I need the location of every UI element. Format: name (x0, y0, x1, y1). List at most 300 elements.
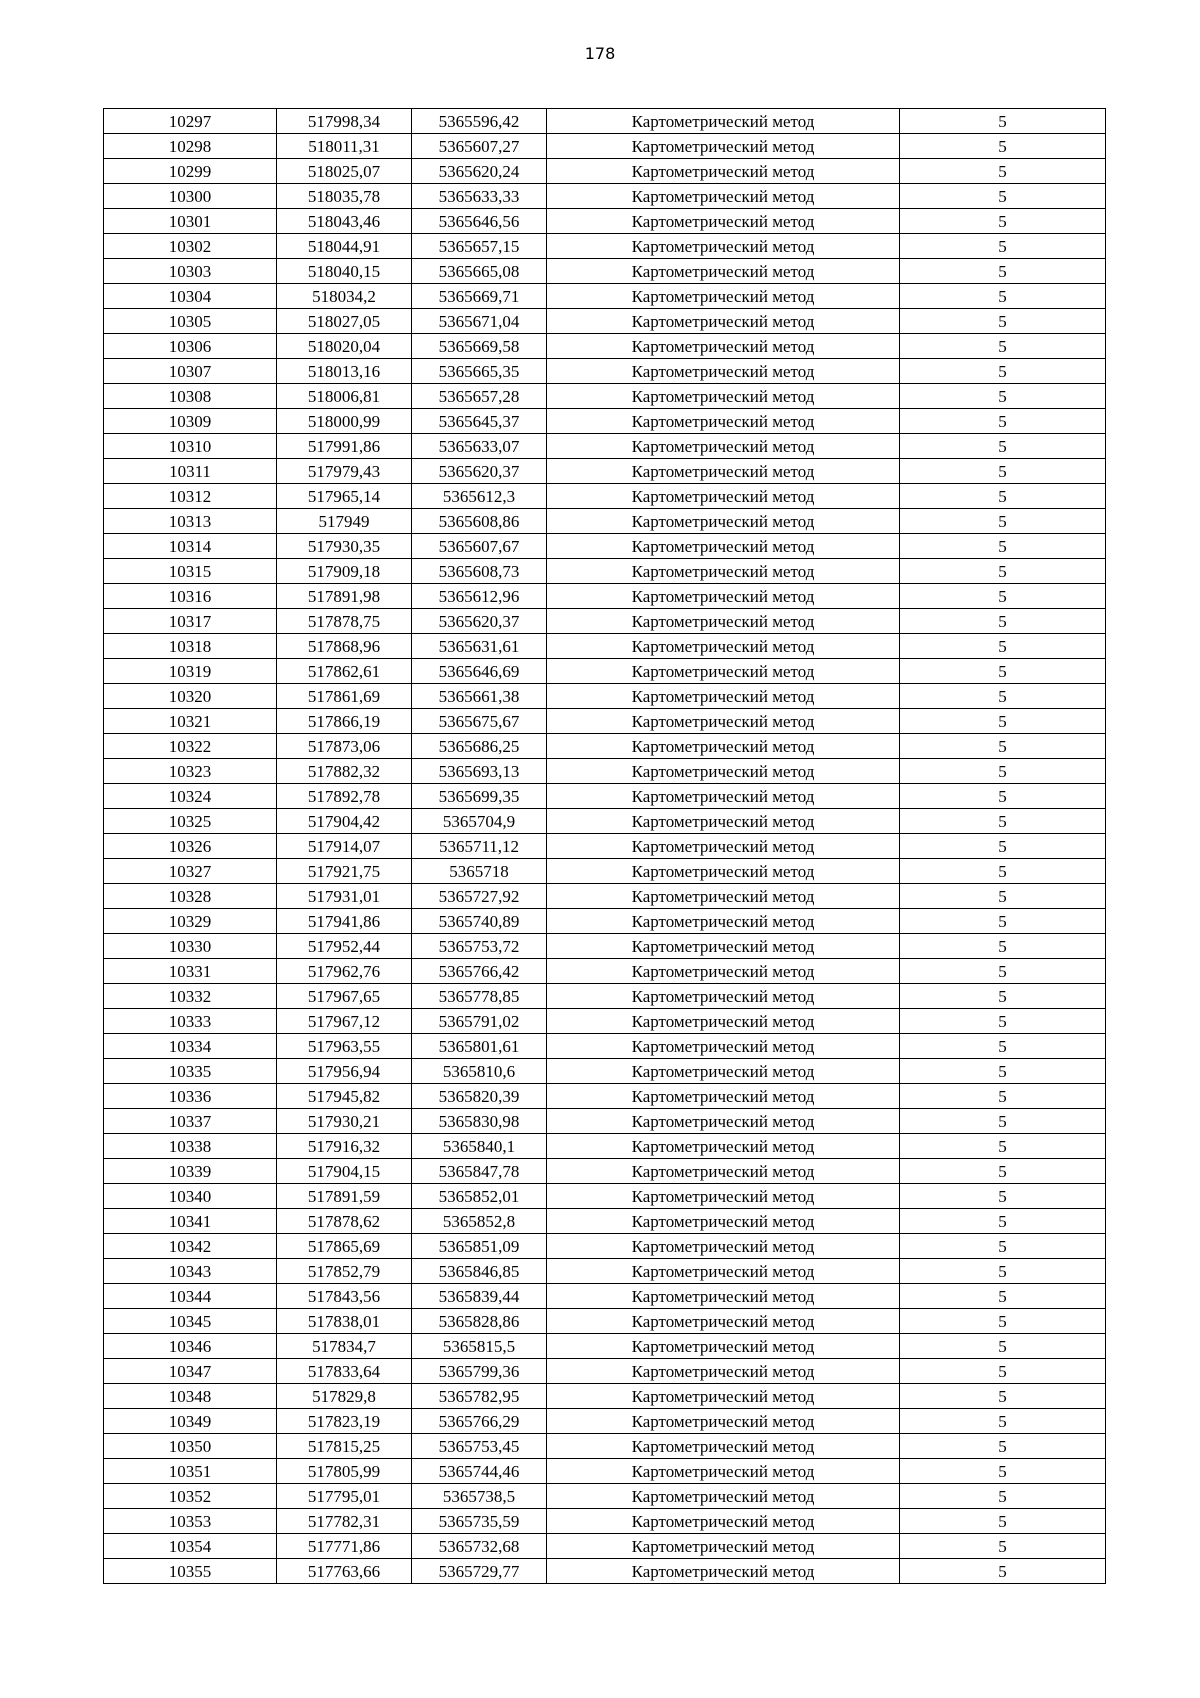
accuracy-cell: 5 (900, 334, 1106, 359)
x-coordinate-cell: 517952,44 (277, 934, 412, 959)
accuracy-cell: 5 (900, 734, 1106, 759)
accuracy-cell: 5 (900, 834, 1106, 859)
point-number-cell: 10327 (104, 859, 277, 884)
x-coordinate-cell: 518000,99 (277, 409, 412, 434)
x-coordinate-cell: 517949 (277, 509, 412, 534)
point-number-cell: 10346 (104, 1334, 277, 1359)
point-number-cell: 10323 (104, 759, 277, 784)
accuracy-cell: 5 (900, 559, 1106, 584)
x-coordinate-cell: 517882,32 (277, 759, 412, 784)
y-coordinate-cell: 5365704,9 (412, 809, 547, 834)
x-coordinate-cell: 517963,55 (277, 1034, 412, 1059)
point-number-cell: 10355 (104, 1559, 277, 1584)
point-number-cell: 10300 (104, 184, 277, 209)
table-row (104, 734, 1106, 759)
point-number-cell: 10322 (104, 734, 277, 759)
x-coordinate-cell: 518025,07 (277, 159, 412, 184)
table-row (104, 309, 1106, 334)
x-coordinate-cell: 518027,05 (277, 309, 412, 334)
point-number-cell: 10303 (104, 259, 277, 284)
x-coordinate-cell: 518043,46 (277, 209, 412, 234)
point-number-cell: 10301 (104, 209, 277, 234)
point-number-cell: 10316 (104, 584, 277, 609)
y-coordinate-cell: 5365839,44 (412, 1284, 547, 1309)
method-cell: Картометрический метод (547, 1409, 900, 1434)
method-cell: Картометрический метод (547, 1284, 900, 1309)
method-cell: Картометрический метод (547, 1034, 900, 1059)
method-cell: Картометрический метод (547, 734, 900, 759)
point-number-cell: 10348 (104, 1384, 277, 1409)
table-row (104, 1109, 1106, 1134)
y-coordinate-cell: 5365810,6 (412, 1059, 547, 1084)
x-coordinate-cell: 517967,65 (277, 984, 412, 1009)
point-number-cell: 10347 (104, 1359, 277, 1384)
method-cell: Картометрический метод (547, 1359, 900, 1384)
method-cell: Картометрический метод (547, 1459, 900, 1484)
method-cell: Картометрический метод (547, 684, 900, 709)
x-coordinate-cell: 517782,31 (277, 1509, 412, 1534)
method-cell: Картометрический метод (547, 259, 900, 284)
point-number-cell: 10344 (104, 1284, 277, 1309)
accuracy-cell: 5 (900, 1084, 1106, 1109)
y-coordinate-cell: 5365851,09 (412, 1234, 547, 1259)
y-coordinate-cell: 5365766,29 (412, 1409, 547, 1434)
point-number-cell: 10328 (104, 884, 277, 909)
x-coordinate-cell: 517921,75 (277, 859, 412, 884)
accuracy-cell: 5 (900, 1234, 1106, 1259)
point-number-cell: 10336 (104, 1084, 277, 1109)
method-cell: Картометрический метод (547, 809, 900, 834)
table-row (104, 1484, 1106, 1509)
method-cell: Картометрический метод (547, 109, 900, 134)
x-coordinate-cell: 517916,32 (277, 1134, 412, 1159)
y-coordinate-cell: 5365830,98 (412, 1109, 547, 1134)
x-coordinate-cell: 517891,59 (277, 1184, 412, 1209)
point-number-cell: 10353 (104, 1509, 277, 1534)
point-number-cell: 10312 (104, 484, 277, 509)
accuracy-cell: 5 (900, 384, 1106, 409)
x-coordinate-cell: 517930,35 (277, 534, 412, 559)
table-row (104, 609, 1106, 634)
accuracy-cell: 5 (900, 1434, 1106, 1459)
point-number-cell: 10333 (104, 1009, 277, 1034)
method-cell: Картометрический метод (547, 1559, 900, 1584)
method-cell: Картометрический метод (547, 509, 900, 534)
y-coordinate-cell: 5365744,46 (412, 1459, 547, 1484)
point-number-cell: 10318 (104, 634, 277, 659)
table-row (104, 284, 1106, 309)
table-row (104, 159, 1106, 184)
point-number-cell: 10309 (104, 409, 277, 434)
table-row (104, 234, 1106, 259)
point-number-cell: 10298 (104, 134, 277, 159)
point-number-cell: 10311 (104, 459, 277, 484)
table-row (104, 959, 1106, 984)
accuracy-cell: 5 (900, 1034, 1106, 1059)
y-coordinate-cell: 5365665,35 (412, 359, 547, 384)
accuracy-cell: 5 (900, 584, 1106, 609)
accuracy-cell: 5 (900, 1509, 1106, 1534)
x-coordinate-cell: 517763,66 (277, 1559, 412, 1584)
y-coordinate-cell: 5365727,92 (412, 884, 547, 909)
x-coordinate-cell: 517931,01 (277, 884, 412, 909)
x-coordinate-cell: 517998,34 (277, 109, 412, 134)
point-number-cell: 10345 (104, 1309, 277, 1334)
y-coordinate-cell: 5365828,86 (412, 1309, 547, 1334)
table-row (104, 584, 1106, 609)
point-number-cell: 10306 (104, 334, 277, 359)
method-cell: Картометрический метод (547, 634, 900, 659)
y-coordinate-cell: 5365633,07 (412, 434, 547, 459)
accuracy-cell: 5 (900, 309, 1106, 334)
table-row (104, 1559, 1106, 1584)
accuracy-cell: 5 (900, 1059, 1106, 1084)
x-coordinate-cell: 517805,99 (277, 1459, 412, 1484)
point-number-cell: 10305 (104, 309, 277, 334)
x-coordinate-cell: 517815,25 (277, 1434, 412, 1459)
table-row (104, 834, 1106, 859)
accuracy-cell: 5 (900, 634, 1106, 659)
method-cell: Картометрический метод (547, 1309, 900, 1334)
point-number-cell: 10334 (104, 1034, 277, 1059)
accuracy-cell: 5 (900, 484, 1106, 509)
point-number-cell: 10308 (104, 384, 277, 409)
x-coordinate-cell: 517892,78 (277, 784, 412, 809)
accuracy-cell: 5 (900, 109, 1106, 134)
accuracy-cell: 5 (900, 409, 1106, 434)
x-coordinate-cell: 517862,61 (277, 659, 412, 684)
point-number-cell: 10335 (104, 1059, 277, 1084)
y-coordinate-cell: 5365612,3 (412, 484, 547, 509)
method-cell: Картометрический метод (547, 659, 900, 684)
table-row (104, 1209, 1106, 1234)
y-coordinate-cell: 5365657,28 (412, 384, 547, 409)
x-coordinate-cell: 518035,78 (277, 184, 412, 209)
accuracy-cell: 5 (900, 284, 1106, 309)
accuracy-cell: 5 (900, 209, 1106, 234)
y-coordinate-cell: 5365840,1 (412, 1134, 547, 1159)
accuracy-cell: 5 (900, 1359, 1106, 1384)
method-cell: Картометрический метод (547, 1434, 900, 1459)
accuracy-cell: 5 (900, 459, 1106, 484)
point-number-cell: 10350 (104, 1434, 277, 1459)
method-cell: Картометрический метод (547, 559, 900, 584)
accuracy-cell: 5 (900, 159, 1106, 184)
x-coordinate-cell: 517852,79 (277, 1259, 412, 1284)
table-row (104, 659, 1106, 684)
method-cell: Картометрический метод (547, 1334, 900, 1359)
x-coordinate-cell: 517979,43 (277, 459, 412, 484)
point-number-cell: 10314 (104, 534, 277, 559)
method-cell: Картометрический метод (547, 909, 900, 934)
accuracy-cell: 5 (900, 359, 1106, 384)
point-number-cell: 10330 (104, 934, 277, 959)
point-number-cell: 10304 (104, 284, 277, 309)
accuracy-cell: 5 (900, 434, 1106, 459)
accuracy-cell: 5 (900, 1384, 1106, 1409)
x-coordinate-cell: 517941,86 (277, 909, 412, 934)
point-number-cell: 10326 (104, 834, 277, 859)
y-coordinate-cell: 5365671,04 (412, 309, 547, 334)
method-cell: Картометрический метод (547, 1134, 900, 1159)
method-cell: Картометрический метод (547, 384, 900, 409)
table-row (104, 1034, 1106, 1059)
accuracy-cell: 5 (900, 1134, 1106, 1159)
method-cell: Картометрический метод (547, 859, 900, 884)
point-number-cell: 10352 (104, 1484, 277, 1509)
table-row (104, 1284, 1106, 1309)
x-coordinate-cell: 517878,62 (277, 1209, 412, 1234)
y-coordinate-cell: 5365693,13 (412, 759, 547, 784)
table-row (104, 1309, 1106, 1334)
table-row (104, 859, 1106, 884)
x-coordinate-cell: 517829,8 (277, 1384, 412, 1409)
point-number-cell: 10351 (104, 1459, 277, 1484)
point-number-cell: 10302 (104, 234, 277, 259)
accuracy-cell: 5 (900, 534, 1106, 559)
x-coordinate-cell: 517891,98 (277, 584, 412, 609)
accuracy-cell: 5 (900, 1009, 1106, 1034)
accuracy-cell: 5 (900, 1484, 1106, 1509)
point-number-cell: 10332 (104, 984, 277, 1009)
x-coordinate-cell: 517838,01 (277, 1309, 412, 1334)
accuracy-cell: 5 (900, 859, 1106, 884)
table-row (104, 934, 1106, 959)
method-cell: Картометрический метод (547, 709, 900, 734)
x-coordinate-cell: 517909,18 (277, 559, 412, 584)
point-number-cell: 10317 (104, 609, 277, 634)
x-coordinate-cell: 517865,69 (277, 1234, 412, 1259)
table-row (104, 384, 1106, 409)
table-row (104, 759, 1106, 784)
method-cell: Картометрический метод (547, 1084, 900, 1109)
x-coordinate-cell: 518020,04 (277, 334, 412, 359)
point-number-cell: 10310 (104, 434, 277, 459)
table-row (104, 1459, 1106, 1484)
x-coordinate-cell: 517967,12 (277, 1009, 412, 1034)
accuracy-cell: 5 (900, 1409, 1106, 1434)
method-cell: Картометрический метод (547, 759, 900, 784)
point-number-cell: 10340 (104, 1184, 277, 1209)
accuracy-cell: 5 (900, 1184, 1106, 1209)
y-coordinate-cell: 5365699,35 (412, 784, 547, 809)
accuracy-cell: 5 (900, 959, 1106, 984)
y-coordinate-cell: 5365801,61 (412, 1034, 547, 1059)
table-row (104, 134, 1106, 159)
table-row (104, 209, 1106, 234)
method-cell: Картометрический метод (547, 534, 900, 559)
table-row (104, 909, 1106, 934)
method-cell: Картометрический метод (547, 959, 900, 984)
y-coordinate-cell: 5365711,12 (412, 834, 547, 859)
accuracy-cell: 5 (900, 1109, 1106, 1134)
accuracy-cell: 5 (900, 809, 1106, 834)
y-coordinate-cell: 5365846,85 (412, 1259, 547, 1284)
table-row (104, 709, 1106, 734)
method-cell: Картометрический метод (547, 459, 900, 484)
method-cell: Картометрический метод (547, 834, 900, 859)
table-row (104, 884, 1106, 909)
method-cell: Картометрический метод (547, 1009, 900, 1034)
method-cell: Картометрический метод (547, 359, 900, 384)
x-coordinate-cell: 517771,86 (277, 1534, 412, 1559)
table-row (104, 534, 1106, 559)
method-cell: Картометрический метод (547, 1509, 900, 1534)
point-number-cell: 10343 (104, 1259, 277, 1284)
x-coordinate-cell: 517868,96 (277, 634, 412, 659)
y-coordinate-cell: 5365738,5 (412, 1484, 547, 1509)
y-coordinate-cell: 5365753,45 (412, 1434, 547, 1459)
point-number-cell: 10354 (104, 1534, 277, 1559)
method-cell: Картометрический метод (547, 1484, 900, 1509)
y-coordinate-cell: 5365686,25 (412, 734, 547, 759)
y-coordinate-cell: 5365620,24 (412, 159, 547, 184)
point-number-cell: 10341 (104, 1209, 277, 1234)
y-coordinate-cell: 5365815,5 (412, 1334, 547, 1359)
table-row (104, 334, 1106, 359)
table-row (104, 109, 1106, 134)
y-coordinate-cell: 5365778,85 (412, 984, 547, 1009)
table-row (104, 184, 1106, 209)
y-coordinate-cell: 5365607,27 (412, 134, 547, 159)
x-coordinate-cell: 517878,75 (277, 609, 412, 634)
y-coordinate-cell: 5365820,39 (412, 1084, 547, 1109)
method-cell: Картометрический метод (547, 159, 900, 184)
x-coordinate-cell: 517843,56 (277, 1284, 412, 1309)
accuracy-cell: 5 (900, 909, 1106, 934)
accuracy-cell: 5 (900, 1209, 1106, 1234)
x-coordinate-cell: 517795,01 (277, 1484, 412, 1509)
table-row (104, 1084, 1106, 1109)
accuracy-cell: 5 (900, 984, 1106, 1009)
y-coordinate-cell: 5365607,67 (412, 534, 547, 559)
page-number: 178 (584, 44, 616, 63)
y-coordinate-cell: 5365646,56 (412, 209, 547, 234)
x-coordinate-cell: 517866,19 (277, 709, 412, 734)
table-row (104, 1184, 1106, 1209)
x-coordinate-cell: 517962,76 (277, 959, 412, 984)
accuracy-cell: 5 (900, 709, 1106, 734)
point-number-cell: 10319 (104, 659, 277, 684)
x-coordinate-cell: 517834,7 (277, 1334, 412, 1359)
y-coordinate-cell: 5365620,37 (412, 459, 547, 484)
x-coordinate-cell: 517945,82 (277, 1084, 412, 1109)
accuracy-cell: 5 (900, 259, 1106, 284)
table-row (104, 1509, 1106, 1534)
table-row (104, 1409, 1106, 1434)
method-cell: Картометрический метод (547, 584, 900, 609)
y-coordinate-cell: 5365732,68 (412, 1534, 547, 1559)
y-coordinate-cell: 5365718 (412, 859, 547, 884)
point-number-cell: 10339 (104, 1159, 277, 1184)
x-coordinate-cell: 517873,06 (277, 734, 412, 759)
accuracy-cell: 5 (900, 759, 1106, 784)
method-cell: Картометрический метод (547, 334, 900, 359)
y-coordinate-cell: 5365740,89 (412, 909, 547, 934)
table-row (104, 1434, 1106, 1459)
table-row (104, 1259, 1106, 1284)
accuracy-cell: 5 (900, 609, 1106, 634)
method-cell: Картометрический метод (547, 1109, 900, 1134)
table-row (104, 484, 1106, 509)
x-coordinate-cell: 518013,16 (277, 359, 412, 384)
y-coordinate-cell: 5365665,08 (412, 259, 547, 284)
x-coordinate-cell: 517914,07 (277, 834, 412, 859)
method-cell: Картометрический метод (547, 184, 900, 209)
method-cell: Картометрический метод (547, 284, 900, 309)
method-cell: Картометрический метод (547, 434, 900, 459)
table-row (104, 459, 1106, 484)
point-number-cell: 10320 (104, 684, 277, 709)
table-row (104, 434, 1106, 459)
y-coordinate-cell: 5365852,01 (412, 1184, 547, 1209)
y-coordinate-cell: 5365791,02 (412, 1009, 547, 1034)
point-number-cell: 10349 (104, 1409, 277, 1434)
y-coordinate-cell: 5365669,58 (412, 334, 547, 359)
accuracy-cell: 5 (900, 884, 1106, 909)
method-cell: Картометрический метод (547, 1234, 900, 1259)
x-coordinate-cell: 518011,31 (277, 134, 412, 159)
table-row (104, 259, 1106, 284)
table-row (104, 784, 1106, 809)
x-coordinate-cell: 518006,81 (277, 384, 412, 409)
table-row (104, 1159, 1106, 1184)
table-row (104, 684, 1106, 709)
x-coordinate-cell: 517904,15 (277, 1159, 412, 1184)
x-coordinate-cell: 517956,94 (277, 1059, 412, 1084)
table-row (104, 1059, 1106, 1084)
y-coordinate-cell: 5365608,86 (412, 509, 547, 534)
x-coordinate-cell: 517904,42 (277, 809, 412, 834)
y-coordinate-cell: 5365753,72 (412, 934, 547, 959)
method-cell: Картометрический метод (547, 134, 900, 159)
point-number-cell: 10325 (104, 809, 277, 834)
point-number-cell: 10299 (104, 159, 277, 184)
table-row (104, 559, 1106, 584)
point-number-cell: 10342 (104, 1234, 277, 1259)
y-coordinate-cell: 5365669,71 (412, 284, 547, 309)
y-coordinate-cell: 5365782,95 (412, 1384, 547, 1409)
point-number-cell: 10313 (104, 509, 277, 534)
point-number-cell: 10324 (104, 784, 277, 809)
table-row (104, 1359, 1106, 1384)
method-cell: Картометрический метод (547, 1159, 900, 1184)
y-coordinate-cell: 5365661,38 (412, 684, 547, 709)
table-row (104, 359, 1106, 384)
table-row (104, 1234, 1106, 1259)
coordinates-table-body (104, 109, 1106, 1584)
method-cell: Картометрический метод (547, 609, 900, 634)
x-coordinate-cell: 517991,86 (277, 434, 412, 459)
accuracy-cell: 5 (900, 134, 1106, 159)
point-number-cell: 10337 (104, 1109, 277, 1134)
y-coordinate-cell: 5365657,15 (412, 234, 547, 259)
method-cell: Картометрический метод (547, 1184, 900, 1209)
method-cell: Картометрический метод (547, 934, 900, 959)
accuracy-cell: 5 (900, 684, 1106, 709)
accuracy-cell: 5 (900, 1284, 1106, 1309)
method-cell: Картометрический метод (547, 234, 900, 259)
accuracy-cell: 5 (900, 934, 1106, 959)
accuracy-cell: 5 (900, 659, 1106, 684)
table-row (104, 984, 1106, 1009)
x-coordinate-cell: 517833,64 (277, 1359, 412, 1384)
y-coordinate-cell: 5365847,78 (412, 1159, 547, 1184)
method-cell: Картометрический метод (547, 784, 900, 809)
method-cell: Картометрический метод (547, 984, 900, 1009)
y-coordinate-cell: 5365612,96 (412, 584, 547, 609)
x-coordinate-cell: 518040,15 (277, 259, 412, 284)
